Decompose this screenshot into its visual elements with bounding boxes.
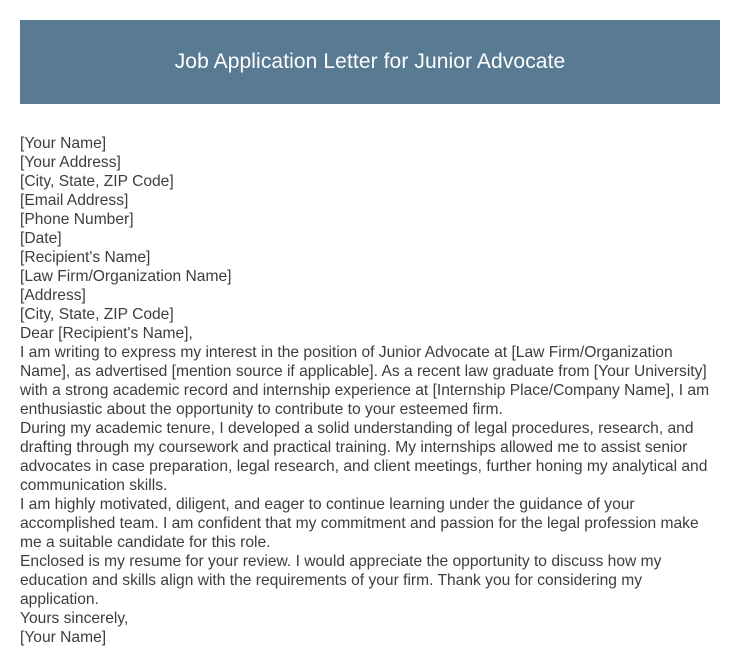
paragraph-motivation: I am highly motivated, diligent, and eager to continue learning under the guidance of your accomplished team. I am confident that my commitment and passion for the legal profession make me a suitable candidate for this role. [20,496,699,551]
letter-header-banner [20,20,720,104]
signature: [Your Name] [20,629,107,646]
sender-name: [Your Name] [20,135,107,152]
recipient-city: [City, State, ZIP Code] [20,306,174,323]
sender-email: [Email Address] [20,192,129,209]
sender-address: [Your Address] [20,154,121,171]
paragraph-intro: I am writing to express my interest in the position of Junior Advocate at [Law Firm/Organization Name], as advertised [mention source if applicable]. As a recent law graduate from [Your University] with a strong academic record and internship experience at [Internship Place/Company Name], I am enthusiastic about the opportunity to contribute to your esteemed firm. [20,344,710,418]
paragraph-closing: Enclosed is my resume for your review. I would appreciate the opportunity to discuss how my education and skills align with the requirements of your firm. Thank you for considering my application. [20,553,662,608]
recipient-name: [Recipient's Name] [20,249,151,266]
page-title: Job Application Letter for Junior Advocate [174,50,566,73]
sender-city: [City, State, ZIP Code] [20,173,174,190]
closing: Yours sincerely, [20,610,129,627]
letter-date: [Date] [20,230,62,247]
recipient-organization: [Law Firm/Organization Name] [20,268,232,285]
sender-phone: [Phone Number] [20,211,134,228]
salutation: Dear [Recipient's Name], [20,325,193,342]
paragraph-experience: During my academic tenure, I developed a solid understanding of legal procedures, research, and drafting through my coursework and practical training. My internships allowed me to assist senior advocates in case preparation, legal research, and client meetings, further honing my analytical and communication skills. [20,420,708,494]
letter-body [20,134,720,647]
recipient-address: [Address] [20,287,86,304]
